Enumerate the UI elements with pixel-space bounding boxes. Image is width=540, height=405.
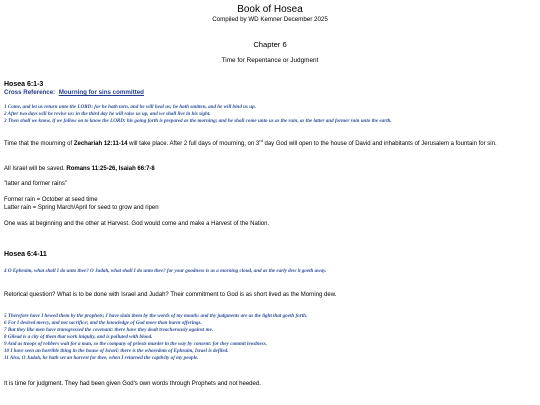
verse-8: 8 Gilead is a city of them that work iniquity, and is polluted with blood. (4, 334, 153, 340)
paragraph-latter-rain: Latter rain = Spring March/April for seed to grow and ripen (4, 205, 159, 211)
compiled-by: Compiled by WD Kemner December 2025 (212, 16, 328, 23)
verse-3: 3 Then shall we know, if we follow on to know the LORD: his going forth is prepared as the morning; and he shall come unto us as the rain, as the latter and former rain unto the earth. (4, 118, 392, 124)
paragraph-text: day God will open to the house of David and inhabitants of Jerusalem a fountain for sin. (262, 141, 497, 147)
paragraph-text: Time that the mourning of (4, 141, 74, 147)
paragraph-former-rain: Former rain = October at seed time (4, 197, 98, 203)
verse-2: 2 After two days will he revive us: in the third day he will raise us up, and we shall live in his sight. (4, 111, 211, 117)
paragraph-text: All Israel will be saved. (4, 166, 67, 172)
cross-reference (4, 89, 144, 96)
paragraph-israel-saved (4, 165, 536, 173)
paragraph-rains-quote: "latter and former rains" (4, 181, 67, 187)
verse-1: 1 Come, and let us return unto the LORD: for he hath torn, and he will heal us; he hath smitten, and he will bind us up. (4, 104, 256, 110)
section-heading-6-4-11: Hosea 6:4-11 (4, 251, 47, 258)
chapter-heading: Chapter 6 (253, 40, 287, 49)
section-heading-6-1-3: Hosea 6:1-3 (4, 81, 44, 88)
verse-6: 6 For I desired mercy, and not sacrifice; and the knowledge of God more than burnt offerings. (4, 320, 202, 326)
paragraph-rhetorical: Retorical question? What is to be done with Israel and Judah? Their commitment to God is as short lived as the Morning dew. (4, 292, 337, 298)
paragraph-mourning (4, 140, 536, 148)
verse-9: 9 And as troops of robbers wait for a man, so the company of priests murder in the way by consent: for they commit lewdness. (4, 341, 267, 347)
paragraph-judgment: It is time for judgment. They had been given God's own words through Prophets and not heeded. (4, 381, 261, 387)
cross-reference-label: Cross Reference: (4, 89, 56, 96)
verse-10: 10 I have seen an horrible thing in the house of Israel: there is the whoredom of Ephraim, Israel is defiled. (4, 348, 229, 354)
ordinal-suffix: rd (259, 138, 263, 143)
verse-11: 11 Also, O Judah, he hath set an harvest for thee, when I returned the captivity of my people. (4, 355, 199, 361)
scripture-ref: Romans 11:25-26, Isaiah 66:7-8 (66, 166, 155, 172)
verse-4: 4 O Ephraim, what shall I do unto thee? O Judah, what shall I do unto thee? for your goodness is as a morning cloud, and as the early dew it goeth away. (4, 268, 327, 274)
verse-7: 7 But they like men have transgressed the covenant: there have they dealt treacherously against me. (4, 327, 214, 333)
chapter-theme: Time for Repentance or Judgment (221, 57, 319, 64)
cross-reference-link[interactable]: Mourning for sins committed (58, 89, 144, 96)
paragraph-text: will take place. After 2 full days of mourning, on 3 (127, 141, 260, 147)
scripture-ref: Zechariah 12:11-14 (73, 141, 128, 147)
paragraph-harvest: One was at beginning and the other at Harvest. God would come and make a Harvest of the Nation. (4, 221, 270, 227)
verse-5: 5 Therefore have I hewed them by the prophets; I have slain them by the words of my mouth: and thy judgments are as the light that goeth forth. (4, 313, 308, 319)
document-title: Book of Hosea (237, 4, 303, 15)
